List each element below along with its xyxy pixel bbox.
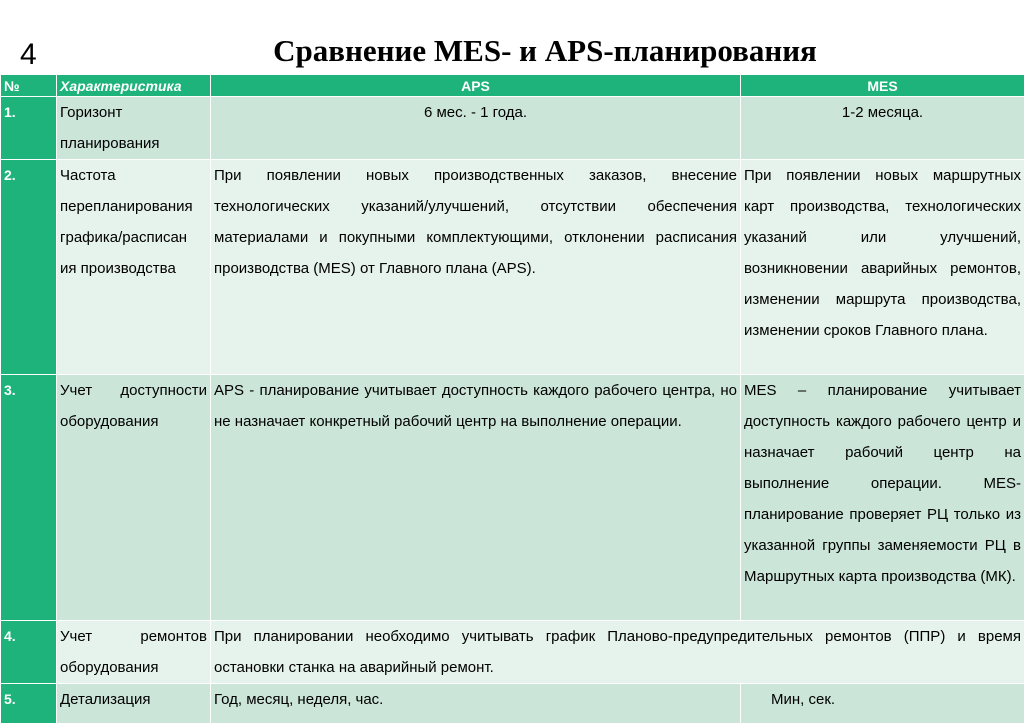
header-number: № [1, 75, 57, 97]
slide-number: 4 [20, 38, 37, 72]
row-characteristic: Учет доступности оборудования [57, 375, 211, 621]
row-number: 3. [1, 375, 57, 621]
row-aps-value: APS - планирование учитывает доступность каждого рабочего центра, но не назначает конкретный рабочий центр на выполнение операции. [211, 375, 741, 621]
table-row [1, 375, 1024, 621]
header-aps: APS [211, 75, 741, 97]
row-number: 4. [1, 621, 57, 684]
header-mes: MES [741, 75, 1024, 97]
row-mes-value: 1-2 месяца. [741, 97, 1024, 160]
row-number: 2. [1, 160, 57, 375]
row-number: 1. [1, 97, 57, 160]
row-mes-value: При появлении новых маршрутных карт производства, технологических указаний или улучшений, возникновении аварийных ремонтов, изменении маршрута производства, изменении сроков Главного плана. [741, 160, 1024, 375]
table-row [1, 97, 1024, 160]
row-mes-value: MES – планирование учитывает доступность каждого рабочего центр и назначает рабочий центр на выполнение операции. MES-планирование проверяет РЦ только из указанной группы заменяемости РЦ в Маршрутных карта производства (МК). [741, 375, 1024, 621]
row-characteristic: Учет ремонтов оборудования [57, 621, 211, 684]
header-characteristic: Характеристика [57, 75, 211, 97]
row-characteristic: Детализация [57, 684, 211, 724]
slide-title: Сравнение MES- и APS-планирования [0, 33, 1024, 69]
row-merged-value: При планировании необходимо учитывать график Планово-предупредительных ремонтов (ППР) и время остановки станка на аварийный ремонт. [211, 621, 1024, 684]
row-number: 5. [1, 684, 57, 724]
table-header-row [1, 75, 1024, 97]
table-row [1, 160, 1024, 375]
comparison-table [0, 74, 1024, 724]
row-aps-value: При появлении новых производственных заказов, внесение технологических указаний/улучшений, отсутствии обеспечения материалами и покупными комплектующими, отклонении расписания производства (MES) от Главного плана (APS). [211, 160, 741, 375]
row-aps-value: 6 мес. - 1 года. [211, 97, 741, 160]
row-mes-value: Мин, сек. [741, 684, 1024, 724]
table-row [1, 684, 1024, 724]
row-characteristic: Горизонт планирования [57, 97, 211, 160]
row-characteristic: Частота перепланирования графика/расписан ия производства [57, 160, 211, 375]
table-row [1, 621, 1024, 684]
row-aps-value: Год, месяц, неделя, час. [211, 684, 741, 724]
